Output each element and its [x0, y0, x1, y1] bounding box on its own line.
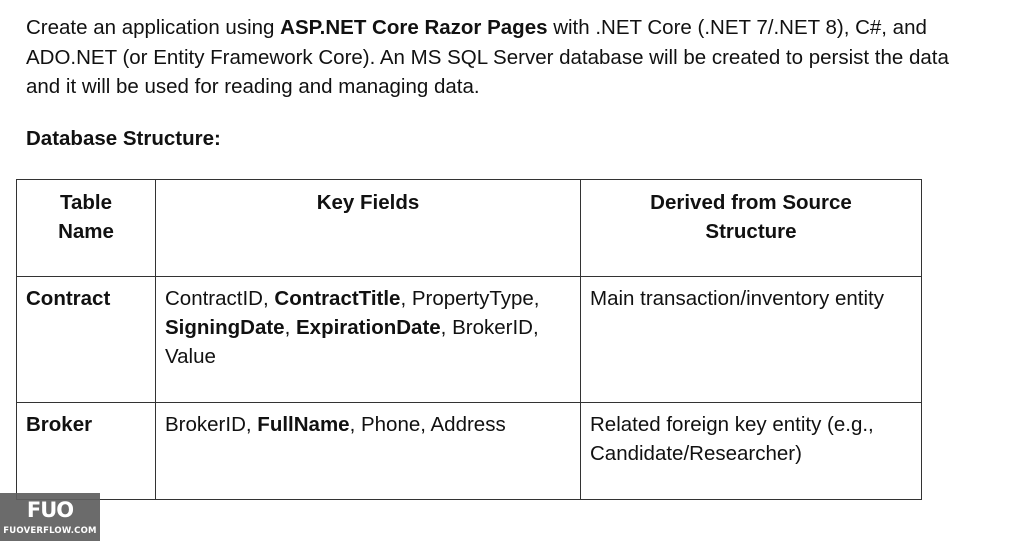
database-structure-table	[16, 179, 922, 500]
intro-text-1: Create an application using	[26, 16, 281, 39]
header-key-fields: Key Fields	[156, 180, 581, 277]
watermark-logo: FUO	[26, 498, 74, 522]
cell-table-name: Broker	[17, 403, 156, 500]
table-row	[17, 277, 922, 403]
section-heading: Database Structure:	[26, 127, 221, 150]
table-row	[17, 403, 922, 500]
cell-derived: Main transaction/inventory entity	[581, 277, 922, 403]
cell-derived: Related foreign key entity (e.g., Candidate/Researcher)	[581, 403, 922, 500]
table-header-row	[17, 180, 922, 277]
cell-key-fields: ContractID, ContractTitle, PropertyType, SigningDate, ExpirationDate, BrokerID, Value	[156, 277, 581, 403]
intro-paragraph	[26, 13, 966, 102]
header-derived: Derived from Source Structure	[581, 180, 922, 277]
fuoverflow-watermark	[0, 493, 100, 541]
cell-table-name: Contract	[17, 277, 156, 403]
cell-key-fields: BrokerID, FullName, Phone, Address	[156, 403, 581, 500]
intro-bold-tech: ASP.NET Core Razor Pages	[280, 16, 548, 39]
header-table-name: Table Name	[17, 180, 156, 277]
watermark-site: FUOVERFLOW.COM	[3, 526, 97, 536]
intro-text-2: with .NET Core (.NET 7/.NET 8), C#, and ADO.NET (or Entity Framework Core). An MS SQL Server database will be created to persist the data and it will be used for reading and managing data.	[26, 16, 949, 98]
